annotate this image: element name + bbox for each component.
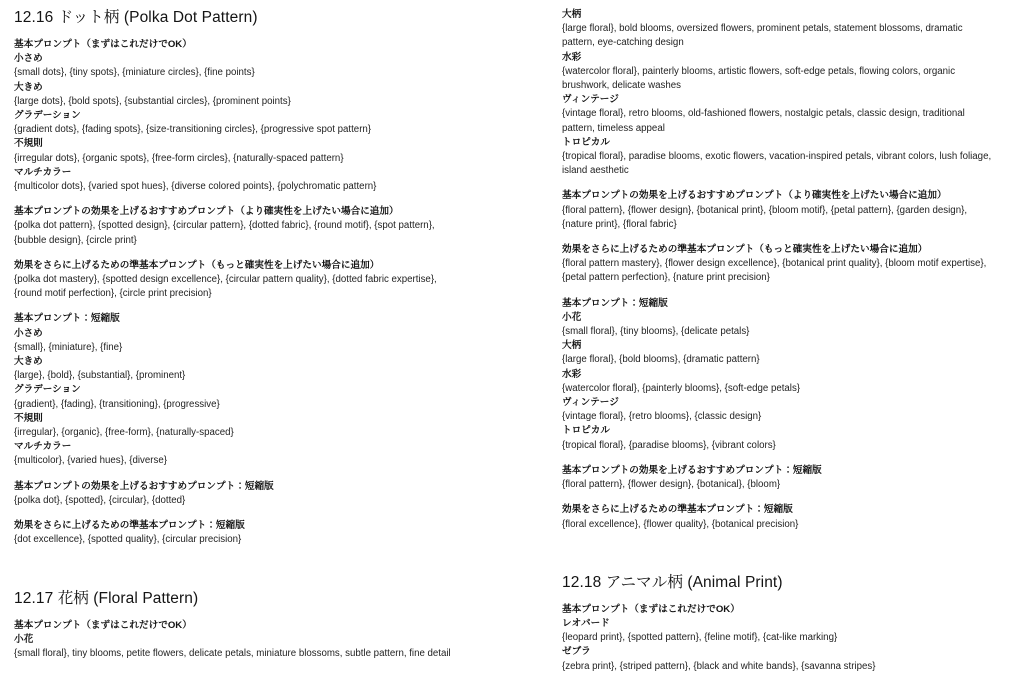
section-gap-2 (562, 543, 992, 573)
floral-recommended-short-values: {floral pattern}, {flower design}, {botanical}, {bloom} (562, 479, 781, 491)
polka-recommended-short-block (14, 480, 462, 508)
polka-basic-short-entry-values-4: {multicolor}, {varied hues}, {diverse} (14, 455, 167, 467)
floral-basic-entry-label-1: 大柄 (562, 9, 582, 20)
polka-semi-basic-short-label: 効果をさらに上げるための準基本プロンプト：短縮版 (14, 520, 245, 532)
floral-semi-basic-values: {floral pattern mastery}, {flower design excellence}, {botanical print quality}, {bloom motif expertise}, {petal pattern perfection}, {nature print precision} (562, 258, 987, 284)
floral-basic-short-entry-values-4: {tropical floral}, {paradise blooms}, {vibrant colors} (562, 439, 776, 451)
polka-basic-short-entry-values-2: {gradient}, {fading}, {transitioning}, {progressive} (14, 398, 220, 410)
polka-semi-basic-label: 効果をさらに上げるための準基本プロンプト（もっと確実性を上げたい場合に追加） (14, 259, 380, 271)
polka-basic-short-block (14, 312, 462, 468)
right-column (562, 0, 992, 674)
polka-basic-short-entry-values-1: {large}, {bold}, {substantial}, {prominent} (14, 370, 186, 382)
floral-basic-short-entry-label-2: 水彩 (562, 368, 582, 380)
polka-basic-entry-label-2: グラデーション (14, 110, 81, 122)
polka-recommended-block (14, 205, 462, 248)
polka-recommended-short-label: 基本プロンプトの効果を上げるおすすめプロンプト：短縮版 (14, 480, 274, 492)
polka-recommended-short-values: {polka dot}, {spotted}, {circular}, {dotted} (14, 494, 186, 506)
floral-basic-short-entry-label-0: 小花 (562, 311, 582, 323)
floral-recommended-short-label: 基本プロンプトの効果を上げるおすすめプロンプト：短縮版 (562, 464, 822, 476)
floral-semi-basic-label: 効果をさらに上げるための準基本プロンプト（もっと確実性を上げたい場合に追加） (562, 244, 928, 256)
floral-basic-entry-label-2: 水彩 (562, 51, 582, 63)
floral-basic-short-entry-values-3: {vintage floral}, {retro blooms}, {classic design} (562, 411, 762, 423)
floral-basic-short-label: 基本プロンプト：短縮版 (562, 297, 668, 309)
polka-basic-short-entry-label-3: 不規則 (14, 412, 43, 424)
floral-basic-short-block (562, 297, 992, 453)
floral-semi-basic-short-values: {floral excellence}, {flower quality}, {botanical precision} (562, 518, 799, 530)
polka-basic-entry-values-3: {irregular dots}, {organic spots}, {free-form circles}, {naturally-spaced pattern} (14, 152, 344, 164)
animal-basic-label: 基本プロンプト（まずはこれだけでOK） (562, 603, 740, 615)
left-column (14, 0, 462, 661)
polka-recommended-label: 基本プロンプトの効果を上げるおすすめプロンプト（より確実性を上げたい場合に追加） (14, 206, 399, 218)
floral-basic-entry-label-3: ヴィンテージ (562, 94, 619, 106)
animal-basic-entry-label-0: レオパード (562, 617, 610, 629)
polka-basic-short-entry-values-3: {irregular}, {organic}, {free-form}, {naturally-spaced} (14, 427, 234, 439)
animal-basic-entry-values-1: {zebra print}, {striped pattern}, {black and white bands}, {savanna stripes} (562, 660, 876, 672)
floral-basic-entry-values-0: {small floral}, tiny blooms, petite flowers, delicate petals, miniature blossoms, subtle pattern, fine detail (14, 647, 451, 659)
polka-basic-entry-values-1: {large dots}, {bold spots}, {substantial circles}, {prominent points} (14, 95, 291, 107)
floral-recommended-label: 基本プロンプトの効果を上げるおすすめプロンプト（より確実性を上げたい場合に追加） (562, 190, 947, 202)
floral-semi-basic-short-block (562, 503, 992, 531)
polka-semi-basic-short-values: {dot excellence}, {spotted quality}, {circular precision} (14, 534, 242, 546)
section-heading-floral: 12.17 花柄 (Floral Pattern) (14, 589, 199, 607)
floral-basic-short-entry-label-3: ヴィンテージ (562, 397, 619, 409)
floral-basic-entry-values-1: {large floral}, bold blooms, oversized flowers, prominent petals, statement blossoms, dramatic pattern, eye-catching design (562, 23, 963, 49)
polka-basic-entry-values-2: {gradient dots}, {fading spots}, {size-transitioning circles}, {progressive spot pattern} (14, 124, 372, 136)
polka-basic-entry-values-0: {small dots}, {tiny spots}, {miniature circles}, {fine points} (14, 67, 255, 79)
section-heading-polka-dot: 12.16 ドット柄 (Polka Dot Pattern) (14, 9, 258, 26)
floral-basic-short-entry-label-4: トロピカル (562, 425, 610, 437)
polka-basic-entry-label-1: 大きめ (14, 81, 43, 93)
animal-basic-entry-label-1: ゼブラ (562, 646, 591, 658)
section-heading-animal: 12.18 アニマル柄 (Animal Print) (562, 573, 783, 591)
animal-basic-block (562, 603, 992, 674)
polka-basic-block (14, 38, 462, 194)
polka-recommended-values: {polka dot pattern}, {spotted design}, {circular pattern}, {dotted fabric}, {round motif}, {spot pattern}, {bubble design}, {circle print} (14, 220, 435, 246)
polka-basic-short-label: 基本プロンプト：短縮版 (14, 313, 120, 325)
floral-basic-entry-label-0: 小花 (14, 633, 34, 645)
polka-basic-label: 基本プロンプト（まずはこれだけでOK） (14, 39, 192, 50)
polka-semi-basic-block (14, 259, 462, 302)
floral-basic-short-entry-values-1: {large floral}, {bold blooms}, {dramatic pattern} (562, 354, 760, 366)
polka-basic-entry-values-4: {multicolor dots}, {varied spot hues}, {diverse colored points}, {polychromatic pattern} (14, 181, 377, 193)
polka-basic-short-entry-label-0: 小さめ (14, 327, 43, 339)
floral-basic-continued-block (562, 8, 992, 178)
polka-basic-short-entry-label-1: 大きめ (14, 356, 43, 368)
polka-semi-basic-short-block (14, 519, 462, 547)
floral-basic-short-entry-label-1: 大柄 (562, 340, 582, 352)
animal-basic-entry-values-0: {leopard print}, {spotted pattern}, {feline motif}, {cat-like marking} (562, 632, 838, 644)
floral-basic-entry-values-2: {watercolor floral}, painterly blooms, artistic flowers, soft-edge petals, flowing colors, organic brushwork, delicate washes (562, 65, 956, 92)
polka-basic-short-entry-label-2: グラデーション (14, 384, 81, 396)
polka-basic-short-entry-values-0: {small}, {miniature}, {fine} (14, 341, 123, 353)
floral-basic-block (14, 619, 462, 662)
floral-recommended-short-block (562, 464, 992, 492)
floral-basic-short-entry-values-0: {small floral}, {tiny blooms}, {delicate petals} (562, 326, 750, 338)
floral-recommended-block (562, 189, 992, 232)
polka-basic-short-entry-label-4: マルチカラー (14, 441, 72, 453)
floral-basic-entry-values-3: {vintage floral}, retro blooms, old-fashioned flowers, nostalgic petals, classic design, traditional pattern, timeless appeal (562, 108, 965, 134)
floral-basic-short-entry-values-2: {watercolor floral}, {painterly blooms}, {soft-edge petals} (562, 382, 801, 394)
floral-recommended-values: {floral pattern}, {flower design}, {botanical print}, {bloom motif}, {petal pattern}, {garden design}, {nature print}, {floral fabric} (562, 204, 968, 230)
floral-semi-basic-block (562, 243, 992, 286)
polka-basic-entry-label-4: マルチカラー (14, 166, 72, 178)
polka-basic-entry-label-0: 小さめ (14, 53, 43, 65)
floral-basic-entry-values-4: {tropical floral}, paradise blooms, exotic flowers, vacation-inspired petals, vibrant colors, lush foliage, island aesthetic (562, 151, 992, 177)
section-gap (14, 559, 462, 589)
floral-basic-entry-label-4: トロピカル (562, 136, 610, 148)
polka-semi-basic-values: {polka dot mastery}, {spotted design excellence}, {circular pattern quality}, {dotted fabric expertise}, {round motif perfection}, {circle print precision} (14, 274, 437, 300)
floral-basic-label: 基本プロンプト（まずはこれだけでOK） (14, 619, 192, 631)
floral-semi-basic-short-label: 効果をさらに上げるための準基本プロンプト：短縮版 (562, 504, 793, 516)
polka-basic-entry-label-3: 不規則 (14, 138, 43, 150)
